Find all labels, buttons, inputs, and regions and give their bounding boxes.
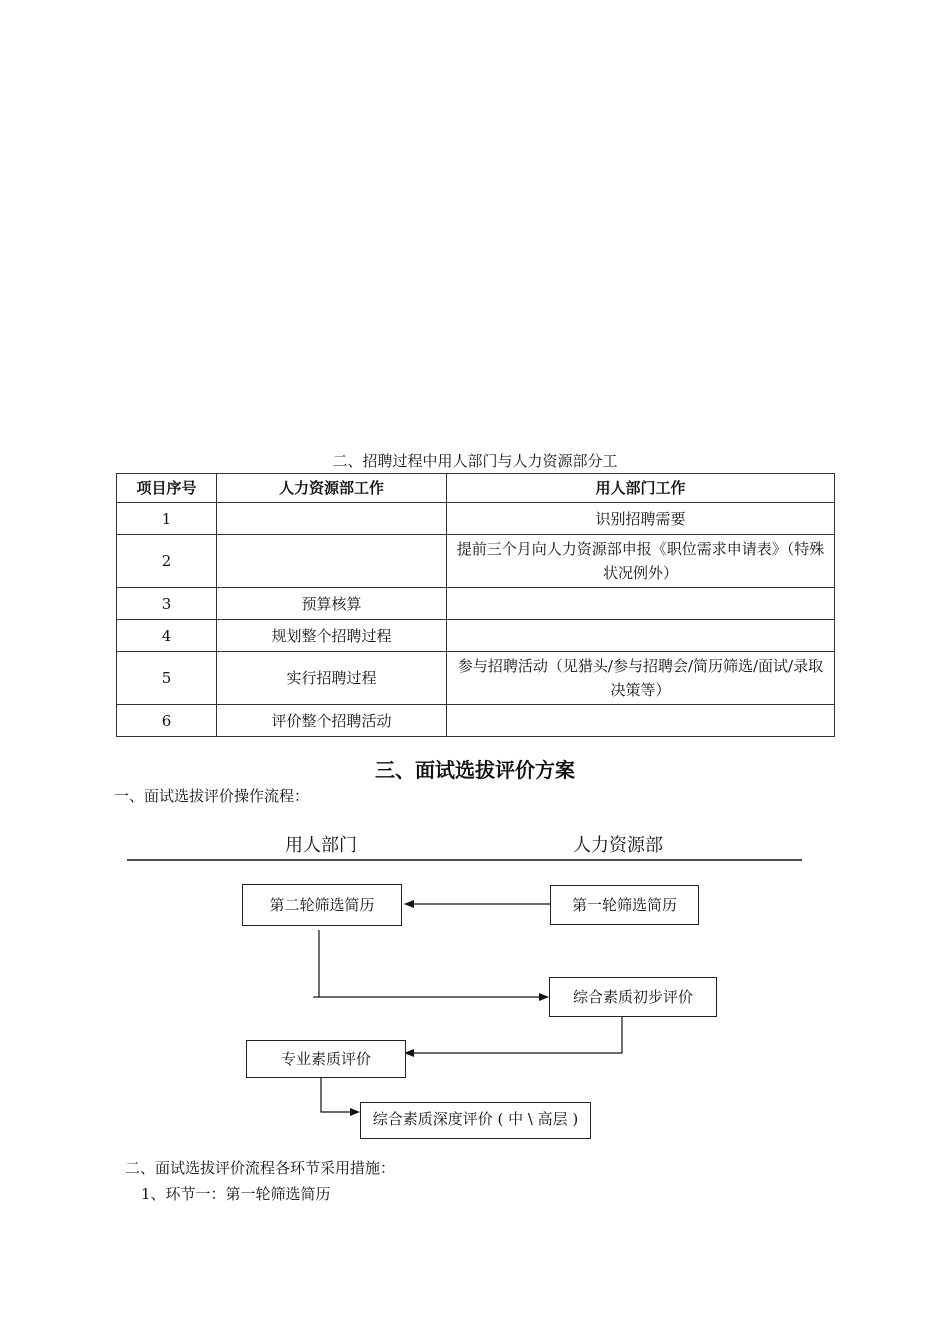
cell-no: 4 xyxy=(117,620,217,652)
subheading-flow: 一、面试选拔评价操作流程： xyxy=(114,787,310,805)
cell-no: 3 xyxy=(117,588,217,620)
subheading-measures: 二、面试选拔评价流程各环节采用措施： xyxy=(125,1159,396,1177)
box-second-screening: 第二轮筛选简历 xyxy=(242,884,402,926)
cell-no: 1 xyxy=(117,503,217,535)
item-step-one: 1、环节一：第一轮筛选简历 xyxy=(141,1185,331,1203)
cell-dept: 提前三个月向人力资源部申报《职位需求申请表》（特殊状况例外） xyxy=(447,535,835,588)
header-dept-work: 用人部门工作 xyxy=(447,474,835,503)
header-item-no: 项目序号 xyxy=(117,474,217,503)
arrow-initial-to-professional xyxy=(405,1017,622,1053)
box-initial-evaluation: 综合素质初步评价 xyxy=(549,977,717,1017)
box-depth-evaluation: 综合素质深度评价 ( 中 \ 高层 ) xyxy=(360,1102,591,1139)
box-professional-evaluation: 专业素质评价 xyxy=(246,1040,406,1078)
arrow-professional-to-depth xyxy=(321,1078,359,1112)
cell-no: 6 xyxy=(117,705,217,737)
cell-no: 5 xyxy=(117,652,217,705)
cell-dept: 参与招聘活动（见猎头/参与招聘会/简历筛选/面试/录取决策等） xyxy=(447,652,835,705)
flow-col-hr: 人力资源部 xyxy=(573,835,663,856)
cell-hr: 实行招聘过程 xyxy=(217,652,447,705)
flow-col-dept: 用人部门 xyxy=(285,835,357,856)
cell-no: 2 xyxy=(117,535,217,588)
cell-dept: 识别招聘需要 xyxy=(447,503,835,535)
table-caption: 二、招聘过程中用人部门与人力资源部分工 xyxy=(332,452,618,470)
arrow-second-to-initial xyxy=(319,930,548,997)
box-first-screening: 第一轮筛选简历 xyxy=(550,885,699,925)
cell-hr: 评价整个招聘活动 xyxy=(217,705,447,737)
section-title: 三、面试选拔评价方案 xyxy=(375,758,575,782)
cell-hr: 规划整个招聘过程 xyxy=(217,620,447,652)
cell-hr: 预算核算 xyxy=(217,588,447,620)
header-hr-work: 人力资源部工作 xyxy=(217,474,447,503)
